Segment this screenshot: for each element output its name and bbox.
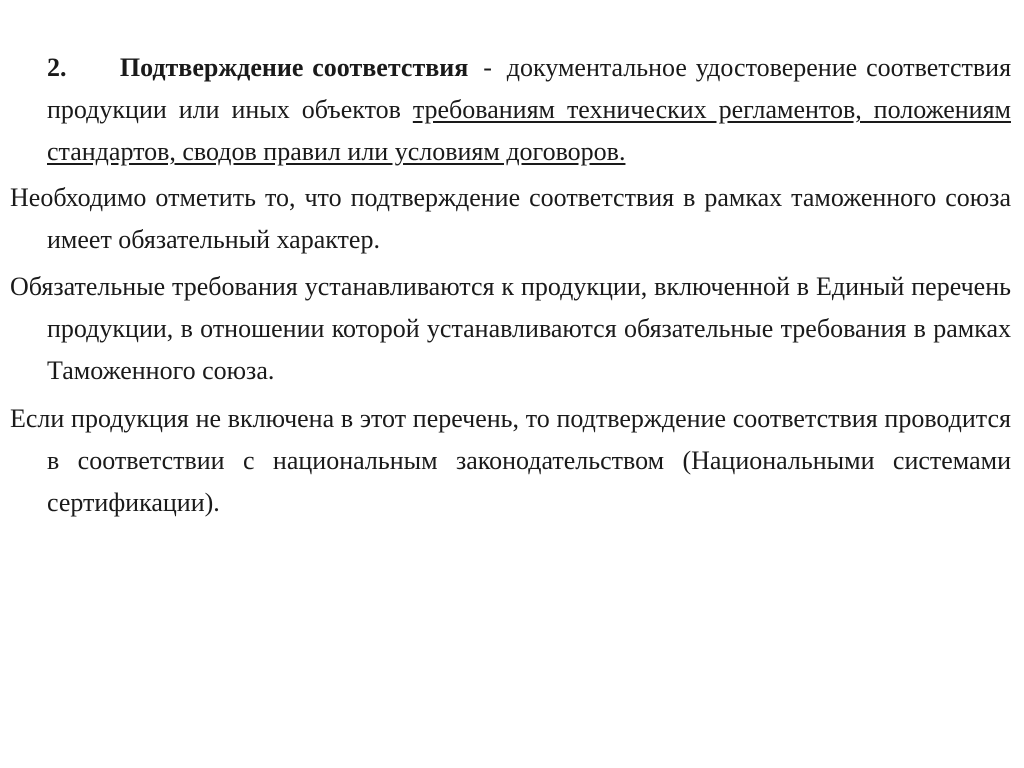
paragraph-mandatory-nature: Необходимо отметить то, что подтверждение соответствия в рамках таможенного союза имеет обязательный характер. bbox=[10, 183, 1011, 254]
item-number: 2. bbox=[47, 53, 67, 82]
definition-text: документальное удостоверение соответствия продукции или иных объектов bbox=[47, 53, 1012, 124]
paragraph-national-certification: Если продукция не включена в этот перечень, то подтверждение соответствия проводится в соответствии с национальным законодательством (Национальными системами сертификации). bbox=[10, 404, 1011, 517]
term-dash: - bbox=[483, 53, 492, 82]
definition-paragraph bbox=[47, 47, 1011, 173]
defined-term: Подтверждение соответствия bbox=[119, 53, 469, 82]
paragraph-mandatory-requirements: Обязательные требования устанавливаются к продукции, включенной в Единый перечень продукции, в отношении которой устанавливаются обязательные требования в рамках Таможенного союза. bbox=[10, 272, 1011, 385]
definition-underlined-text: требованиям технических регламентов, положениям стандартов, сводов правил или условиям договоров. bbox=[47, 95, 1011, 166]
